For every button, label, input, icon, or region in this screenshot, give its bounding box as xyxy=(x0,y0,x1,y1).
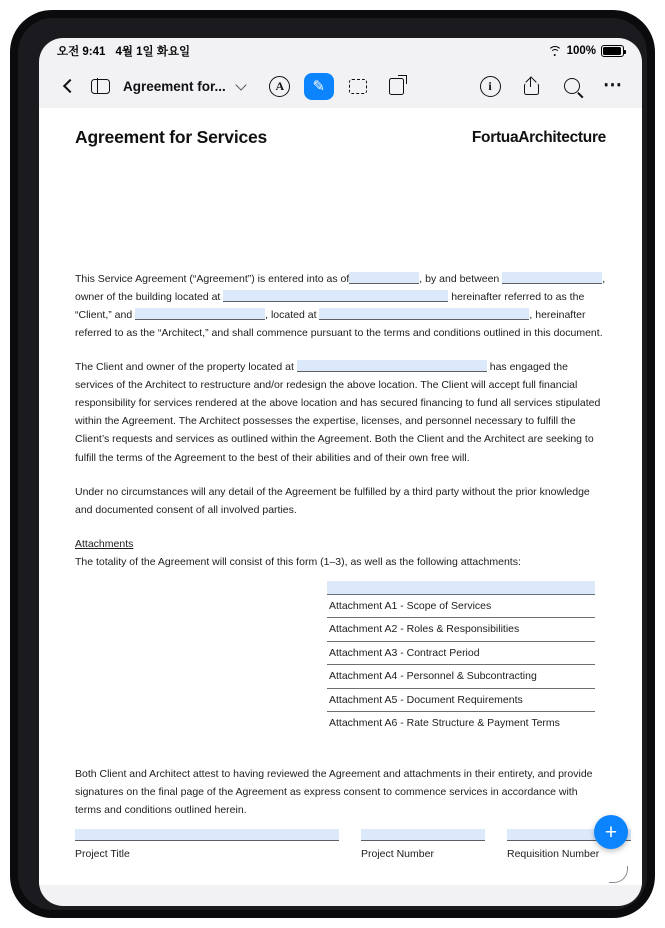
markup-pen-tool-button[interactable] xyxy=(304,73,334,100)
form-field-architect-address[interactable] xyxy=(319,308,529,320)
list-item[interactable]: Attachment A5 - Document Requirements xyxy=(327,689,595,713)
page-title: Agreement for Services xyxy=(75,127,268,147)
annotate-tool-button[interactable] xyxy=(265,73,295,100)
chevron-left-icon xyxy=(62,79,76,93)
p2-seg-1: The Client and owner of the property located at xyxy=(75,361,294,374)
p1-seg-6: “Client,” and xyxy=(75,309,133,322)
app-toolbar xyxy=(39,64,642,108)
status-bar xyxy=(39,38,642,64)
marquee-select-icon xyxy=(349,79,367,94)
list-item[interactable]: Attachment A2 - Roles & Responsibilities xyxy=(327,618,595,642)
list-item[interactable]: Attachment A3 - Contract Period xyxy=(327,642,595,666)
signature-field-row xyxy=(75,829,606,863)
p2-seg-2: has engaged xyxy=(489,361,551,374)
p1-seg-9: referred to as the “Architect,” and shall commence pursuant to the terms and conditions outlined in this document. xyxy=(75,327,603,340)
p2-seg-3: the services of the Architect to restructure and/or redesign the above location. The Client will accept full financial responsibility for services rendered at the above location and has secured financing to fund all services stipulated within the Agreement. The Architect possesses the expertise, licenses, and personnel necessary to fulfill the Client’s requests and services as outlined within the Agreement. Both the Client and the Architect are seeking to fulfill the terms of the Agreement to the best of their abilities and of their own free will. xyxy=(75,361,601,464)
p1-seg-7: , located at xyxy=(265,309,317,322)
add-button[interactable] xyxy=(594,815,628,849)
paragraph-1 xyxy=(75,270,606,342)
p1-seg-3: , xyxy=(602,273,606,286)
back-button[interactable] xyxy=(53,71,83,101)
document-header xyxy=(75,122,606,152)
wifi-icon xyxy=(548,46,562,57)
form-field-building-address[interactable] xyxy=(223,290,448,302)
document-body xyxy=(75,270,606,819)
project-title-label: Project Title xyxy=(75,847,130,860)
share-icon xyxy=(524,77,539,95)
list-item[interactable]: Attachment A4 - Personnel & Subcontracting xyxy=(327,665,595,689)
circled-a-icon: A xyxy=(269,76,290,97)
device-bezel xyxy=(18,18,647,910)
more-options-button[interactable] xyxy=(598,71,628,101)
project-number-label: Project Number xyxy=(361,847,434,860)
selection-tool-button[interactable] xyxy=(343,73,373,100)
list-item[interactable]: Attachment A6 - Rate Structure & Payment Terms xyxy=(329,717,560,730)
document-title[interactable]: Agreement for... xyxy=(123,78,226,94)
tablet-device-frame xyxy=(10,10,655,918)
p1-seg-4: owner of the building located at xyxy=(75,291,221,304)
screen xyxy=(39,38,642,906)
paragraph-2 xyxy=(75,358,606,466)
pen-icon: ✎ xyxy=(312,77,326,95)
info-icon: i xyxy=(480,76,501,97)
ellipsis-icon: ⋯ xyxy=(603,75,623,97)
p1-seg-8: , hereinafter xyxy=(529,309,586,322)
p1-seg-2: , by and between xyxy=(419,273,500,286)
attachment-blank-field[interactable] xyxy=(327,581,595,595)
field-project-number[interactable] xyxy=(361,829,485,863)
add-page-icon xyxy=(389,78,404,95)
form-field-party-a[interactable] xyxy=(502,272,602,284)
status-date: 4월 1일 화요일 xyxy=(115,46,191,58)
toolbar-actions xyxy=(475,71,628,101)
search-button[interactable] xyxy=(557,71,587,101)
chevron-down-icon[interactable] xyxy=(235,79,246,90)
info-button[interactable] xyxy=(475,71,505,101)
closing-paragraph: Both Client and Architect attest to having reviewed the Agreement and attachments in their entirety, and provide signatures on the final page of the Agreement as express consent to commence services in accordance with terms and conditions outlined herein. xyxy=(75,768,593,817)
page-curl-indicator[interactable] xyxy=(609,866,628,883)
add-page-tool-button[interactable] xyxy=(382,73,412,100)
form-field-date[interactable] xyxy=(349,272,419,284)
battery-icon xyxy=(601,45,624,57)
status-time: 오전 9:41 xyxy=(57,46,106,58)
share-button[interactable] xyxy=(516,71,546,101)
attachments-intro: The totality of the Agreement will consist of this form (1–3), as well as the following attachments: xyxy=(75,555,521,568)
document-content xyxy=(39,108,642,885)
search-icon xyxy=(564,78,580,94)
attachments-list xyxy=(327,581,595,735)
sidebar-icon xyxy=(91,79,110,94)
form-field-property-address[interactable] xyxy=(297,360,487,372)
attachments-heading: Attachments xyxy=(75,537,134,550)
paragraph-3: Under no circumstances will any detail of the Agreement be fulfilled by a third party without the prior knowledge and documented consent of all involved parties. xyxy=(75,485,590,516)
project-title-input[interactable] xyxy=(75,829,339,841)
sidebar-toggle-button[interactable] xyxy=(85,71,115,101)
p1-seg-1: This Service Agreement (“Agreement”) is entered into as of xyxy=(75,273,350,286)
p1-seg-5: hereinafter referred to as the xyxy=(451,291,585,304)
markup-tool-group xyxy=(265,73,412,100)
field-project-title[interactable] xyxy=(75,829,339,863)
project-number-input[interactable] xyxy=(361,829,485,841)
battery-percent-label: 100% xyxy=(566,45,596,57)
requisition-number-label: Requisition Number xyxy=(507,847,600,860)
document-page[interactable] xyxy=(39,108,642,885)
company-logo-text: FortuaArchitecture xyxy=(471,129,606,146)
form-field-architect-name[interactable] xyxy=(135,308,265,320)
list-item[interactable]: Attachment A1 - Scope of Services xyxy=(327,595,595,619)
plus-icon: + xyxy=(604,820,618,844)
